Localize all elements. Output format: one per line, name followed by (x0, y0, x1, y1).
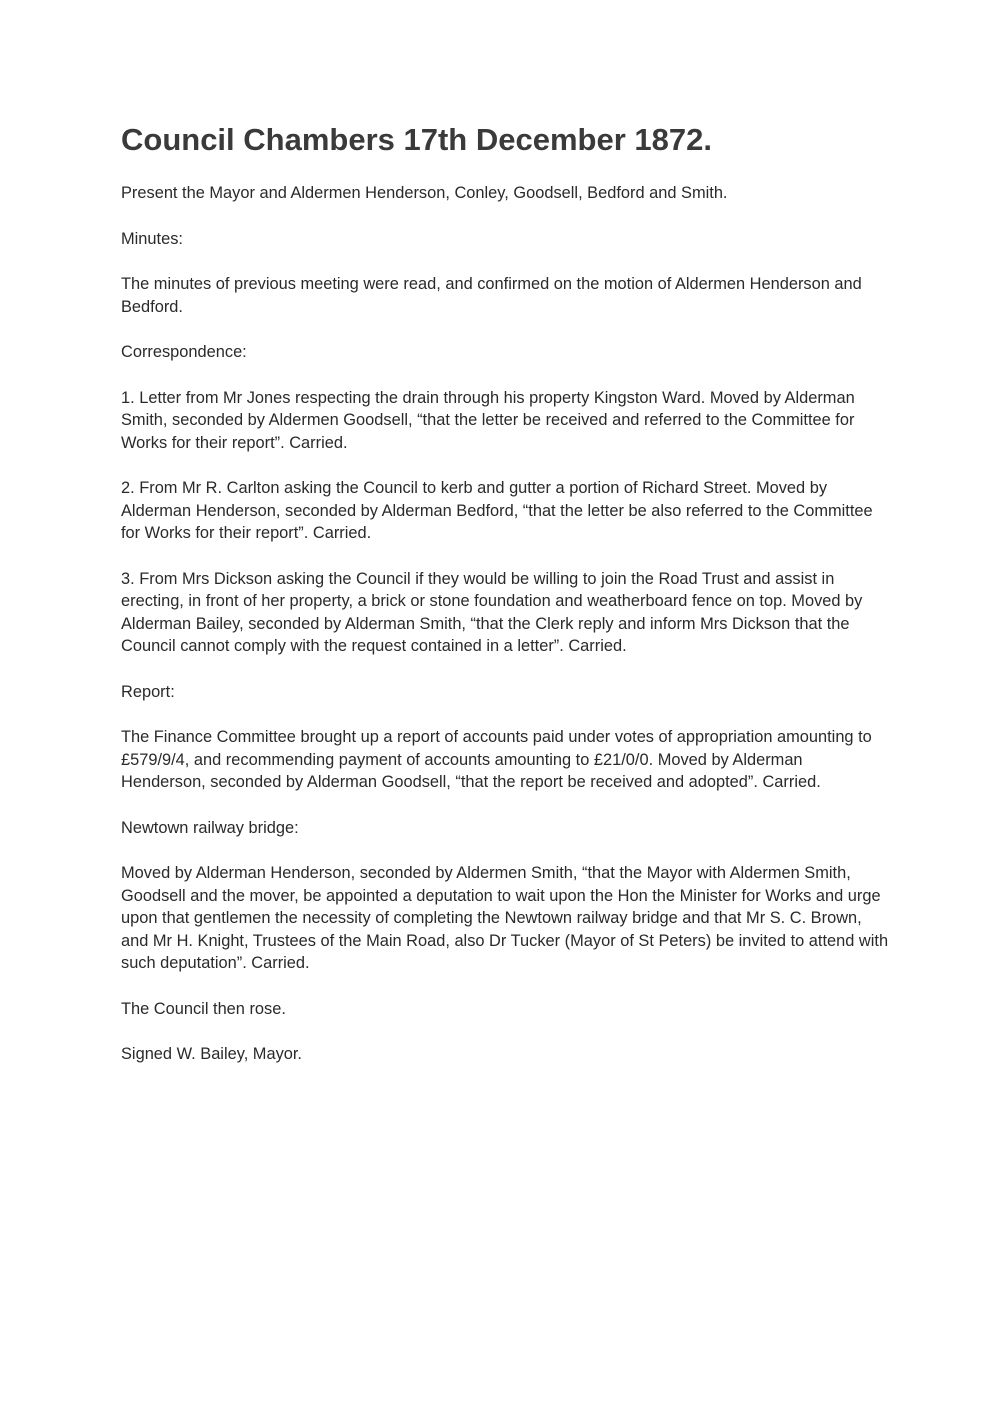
correspondence-item-3: 3. From Mrs Dickson asking the Council if they would be willing to join the Road Trust and assist in erecting, in front of her property, a brick or stone foundation and weatherboard fence on top. Moved by Alderman Bailey, seconded by Alderman Smith, “that the Clerk reply and inform Mrs Dickson that the Council cannot comply with the request contained in a letter”. Carried. (121, 569, 863, 655)
minutes-heading: Minutes: (121, 229, 183, 248)
bridge-heading: Newtown railway bridge: (121, 818, 299, 837)
report-paragraph: The Finance Committee brought up a report of accounts paid under votes of appropriation amounting to £579/9/4, and recommending payment of accounts amounting to £21/0/0. Moved by Alderman Henderson, seconded by Alderman Goodsell, “that the report be received and adopted”. Carried. (121, 728, 872, 791)
bridge-paragraph: Moved by Alderman Henderson, seconded by Aldermen Smith, “that the Mayor with Aldermen Smith, Goodsell and the mover, be appointed a deputation to wait upon the Hon the Minister for Works and urge upon that gentlemen the necessity of completing the Newtown railway bridge and that Mr S. C. Brown, and Mr H. Knight, Trustees of the Main Road, also Dr Tucker (Mayor of St Peters) be invited to attend with such deputation”. Carried. (121, 864, 889, 972)
document-page (121, 118, 891, 1066)
closing-line: The Council then rose. (121, 999, 286, 1018)
report-heading: Report: (121, 682, 175, 701)
correspondence-item-2: 2. From Mr R. Carlton asking the Council to kerb and gutter a portion of Richard Street. Moved by Alderman Henderson, seconded by Alderman Bedford, “that the letter be also referred to the Committee for Works for their report”. Carried. (121, 479, 873, 542)
signature-line: Signed W. Bailey, Mayor. (121, 1045, 302, 1063)
page-title: Council Chambers 17th December 1872. (121, 122, 712, 157)
correspondence-heading: Correspondence: (121, 343, 247, 361)
correspondence-item-1: 1. Letter from Mr Jones respecting the drain through his property Kingston Ward. Moved by Alderman Smith, seconded by Aldermen Goodsell, “that the letter be received and referred to the Committee for Works for their report”. Carried. (121, 388, 855, 452)
minutes-paragraph: The minutes of previous meeting were read, and confirmed on the motion of Aldermen Henderson and Bedford. (121, 275, 862, 316)
attendance-paragraph: Present the Mayor and Aldermen Henderson, Conley, Goodsell, Bedford and Smith. (121, 184, 728, 202)
